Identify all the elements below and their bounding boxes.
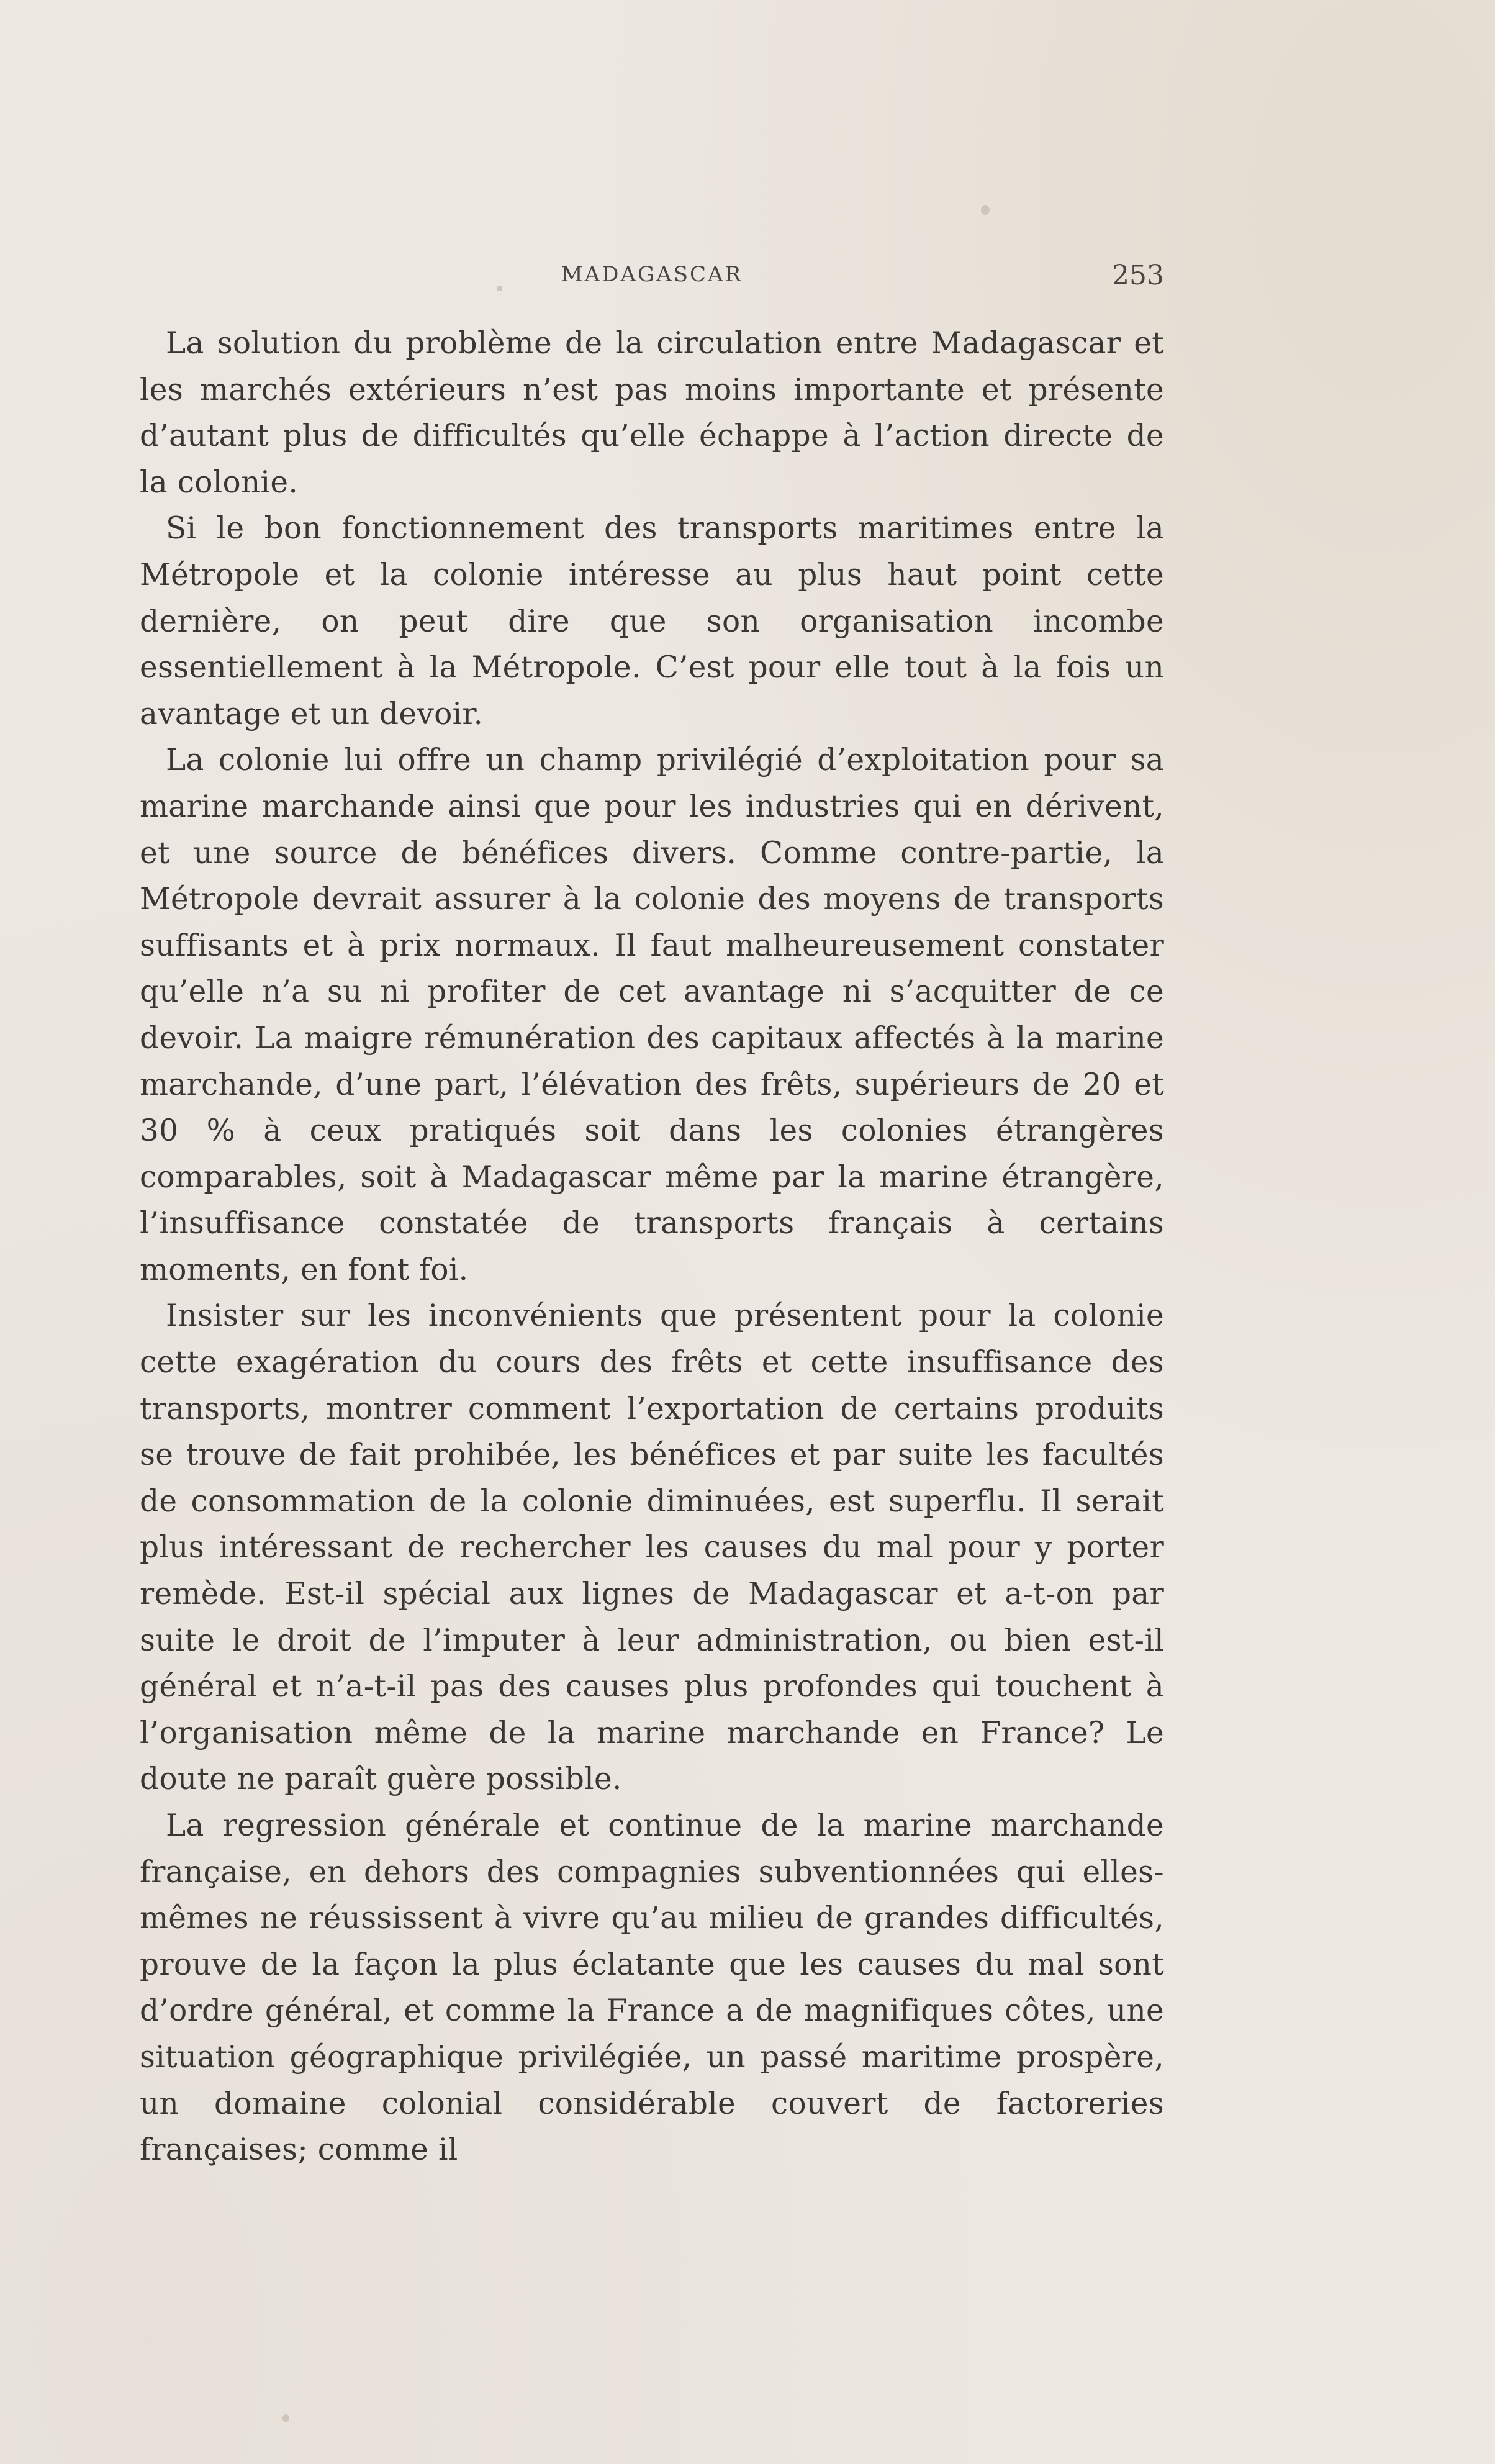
paper-speck — [981, 205, 990, 215]
paragraph-5: La regression générale et continue de la marine marchande française, en dehors des compagnies subventionnées qui elles-mêmes ne réussissent à vivre qu’au milieu de grandes difficultés, prouve de la façon la plus éclatante que les causes du mal sont d’ordre général, et comme la France a de magnifiques côtes, une situation géographique privilégiée, un passé maritime prospère, un domaine colonial considérable couvert de factoreries françaises; comme il — [140, 1808, 1164, 2168]
paragraph-1: La solution du problème de la circulation entre Madagascar et les marchés extérieurs n’est pas moins importante et présente d’autant plus de difficultés qu’elle échappe à l’action directe de la colonie. — [140, 326, 1164, 500]
paragraph-2: Si le bon fonctionnement des transports maritimes entre la Métropole et la colonie intéresse au plus haut point cette dernière, on peut dire que son organisation incombe essentiellement à la Métropole. C’est pour elle tout à la fois un avantage et un devoir. — [140, 511, 1164, 732]
paper-speck — [282, 2414, 289, 2422]
page-number: 253 — [1112, 260, 1164, 291]
running-title: MADAGASCAR — [561, 262, 743, 287]
paragraph-3: La colonie lui offre un champ privilégié d’exploitation pour sa marine marchande ainsi que pour les industries qui en dérivent, et une source de bénéfices divers. Comme contre-partie, la Métropole devrait assurer à la colonie des moyens de transports suffisants et à prix normaux. Il faut malheureusement constater qu’elle n’a su ni profiter de cet avantage ni s’acquitter de ce devoir. La maigre rémunération des capitaux affectés à la marine marchande, d’une part, l’élévation des frêts, supérieurs de 20 et 30 % à ceux pratiqués soit dans les colonies étrangères comparables, soit à Madagascar même par la marine étrangère, l’insuffisance constatée de transports français à certains moments, en font foi. — [140, 743, 1164, 1287]
page-header — [140, 260, 1164, 297]
body-text — [140, 320, 1164, 2173]
paragraph-4: Insister sur les inconvénients que présentent pour la colonie cette exagération du cours des frêts et cette insuffisance des transports, montrer comment l’exportation de certains produits se trouve de fait prohibée, les bénéfices et par suite les facultés de consommation de la colonie diminuées, est superflu. Il serait plus intéressant de rechercher les causes du mal pour y porter remède. Est-il spécial aux lignes de Madagascar et a-t-on par suite le droit de l’imputer à leur administration, ou bien est-il général et n’a-t-il pas des causes plus profondes qui touchent à l’organisation même de la marine marchande en France? Le doute ne paraît guère possible. — [140, 1298, 1164, 1797]
